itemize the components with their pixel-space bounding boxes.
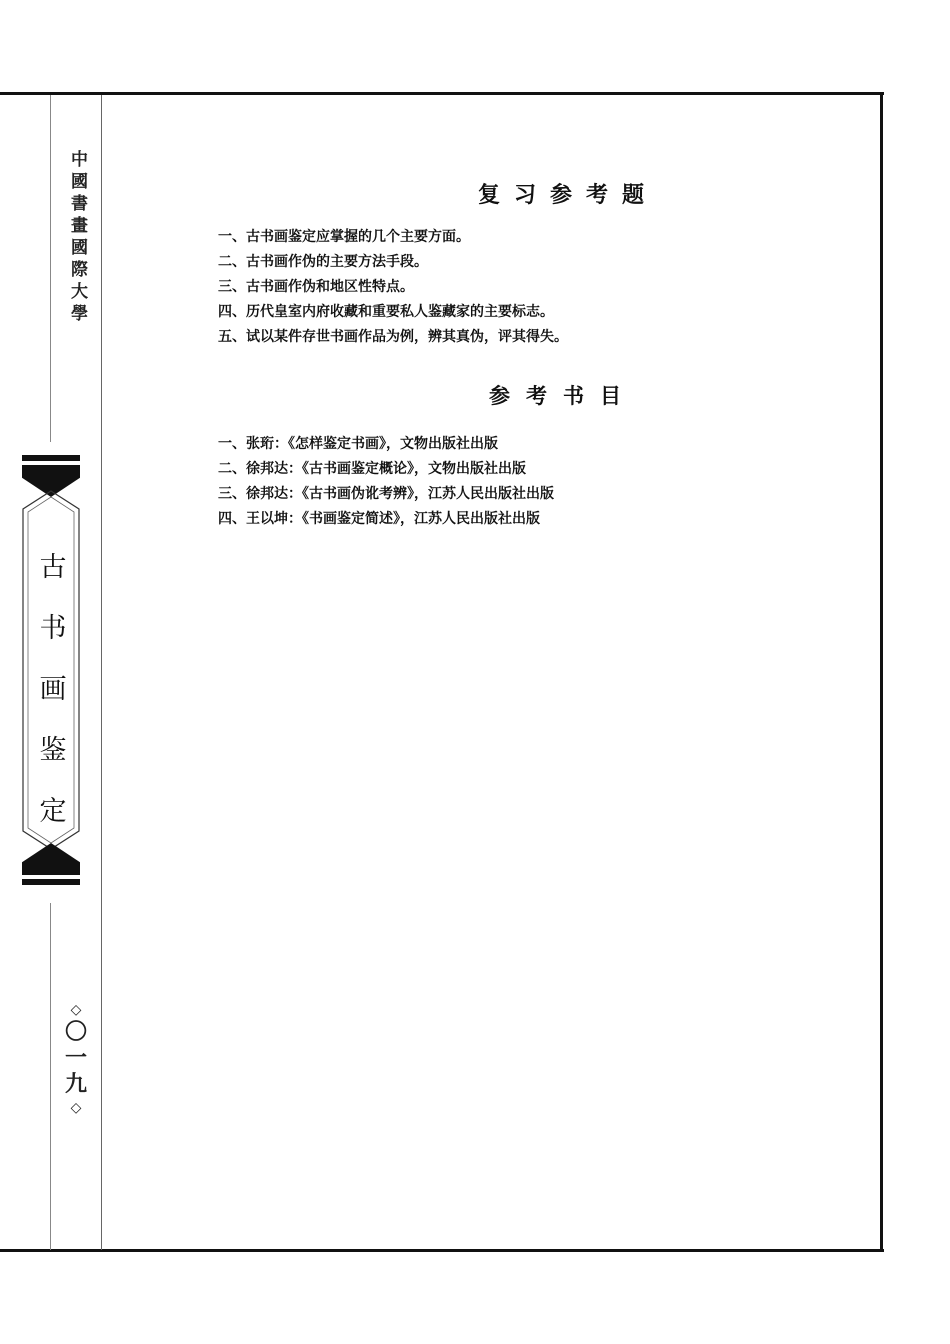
page-number-digit: 九 <box>64 1072 87 1097</box>
course-emblem <box>18 455 84 885</box>
diamond-icon: ◇ <box>70 1002 82 1018</box>
frame-top-border <box>0 92 884 95</box>
references-list <box>218 432 858 532</box>
frame-right-border <box>880 92 883 1252</box>
course-char: 画 <box>39 674 67 705</box>
frame-bottom-border <box>0 1249 884 1252</box>
list-item: 四、历代皇室内府收藏和重要私人鉴藏家的主要标志。 <box>218 304 554 320</box>
course-char: 定 <box>39 796 67 827</box>
list-item: 一、古书画鉴定应掌握的几个主要方面。 <box>218 229 470 245</box>
university-name: 中國書畫國際大學 <box>67 150 87 326</box>
list-item: 一、张珩：《怎样鉴定书画》，文物出版社出版 <box>218 436 498 452</box>
spine-line-lower <box>50 903 51 1250</box>
course-char: 书 <box>39 613 67 644</box>
course-title <box>35 537 71 842</box>
main-content <box>218 170 858 532</box>
list-item: 二、徐邦达：《古书画鉴定概论》，文物出版社出版 <box>218 461 526 477</box>
emblem-panel <box>20 487 82 853</box>
spine-line-upper <box>50 95 51 442</box>
list-item: 五、试以某件存世书画作品为例，辨其真伪，评其得失。 <box>218 329 568 345</box>
course-char: 鉴 <box>39 735 67 766</box>
course-char: 古 <box>39 552 67 583</box>
review-title: 复习参考题 <box>477 182 658 208</box>
references-title: 参考书目 <box>489 383 637 408</box>
list-item: 二、古书画作伪的主要方法手段。 <box>218 254 428 270</box>
page-number-digit: 〇 <box>64 1020 87 1045</box>
review-list <box>218 225 858 350</box>
emblem-top-bar <box>22 455 80 461</box>
diamond-icon: ◇ <box>70 1100 82 1116</box>
emblem-bottom-bar <box>22 879 80 885</box>
list-item: 四、王以坤：《书画鉴定简述》，江苏人民出版社出版 <box>218 511 540 527</box>
list-item: 三、古书画作伪和地区性特点。 <box>218 279 414 295</box>
list-item: 三、徐邦达：《古书画伪讹考辨》，江苏人民出版社出版 <box>218 486 554 502</box>
page-number-digit: 一 <box>64 1046 87 1071</box>
spine-divider-line <box>101 95 102 1250</box>
page-number <box>62 1000 90 1118</box>
